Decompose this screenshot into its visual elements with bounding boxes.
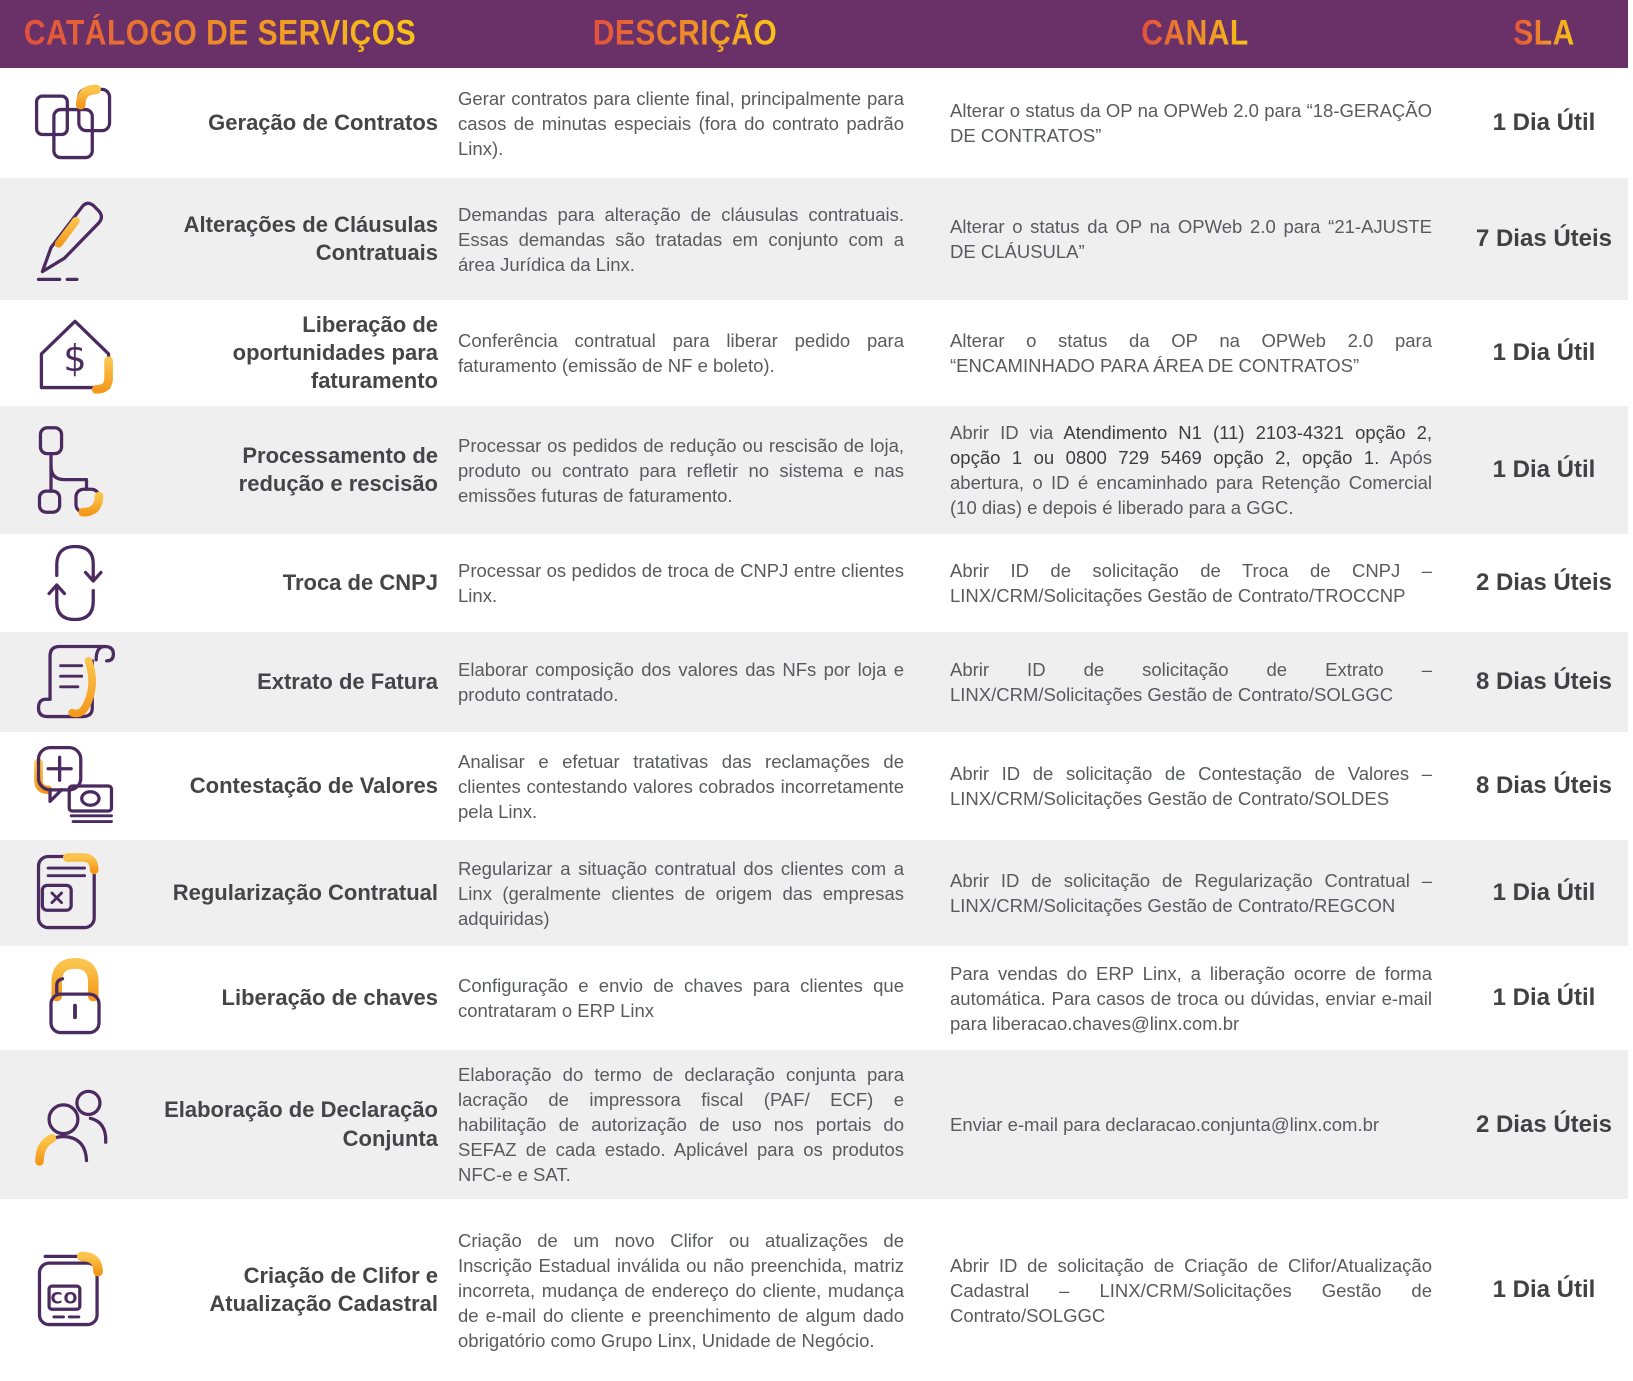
service-name: Extrato de Fatura [257, 668, 438, 694]
service-sla: 1 Dia Útil [1492, 109, 1596, 136]
service-sla: 1 Dia Útil [1492, 984, 1596, 1011]
canal-text-emphasis: Atendimento N1 (11) 2103-4321 opção 2, opção 1 ou 0800 729 5469 opção 2, opção 1. [950, 422, 1432, 468]
table-row [0, 632, 1628, 732]
house-dollar-icon [27, 305, 123, 401]
service-canal [930, 86, 1460, 160]
service-sla: 1 Dia Útil [1492, 879, 1596, 906]
table-row [0, 840, 1628, 946]
service-canal [930, 316, 1460, 390]
table-row [0, 406, 1628, 534]
service-icon-cell [0, 1242, 150, 1338]
canal-text: Abrir ID de solicitação de Extrato – LINX/CRM/Solicitações Gestão de Contrato/SOLGGC [950, 659, 1432, 705]
service-description: Processar os pedidos de redução ou rescisão de loja, produto ou contrato para refletir no sistema e nas emissões futuras de faturamento. [458, 434, 904, 506]
service-icon-cell [0, 634, 150, 730]
service-icon-cell [0, 305, 150, 401]
canal-text: Abrir ID de solicitação de Troca de CNPJ – LINX/CRM/Solicitações Gestão de Contrato/TROCCNP [950, 560, 1432, 606]
column-header-label: CATÁLOGO DE SERVIÇOS [23, 13, 417, 53]
registration-form-icon [27, 1242, 123, 1338]
service-icon-cell [0, 950, 150, 1046]
canal-text: Enviar e-mail para declaracao.conjunta@linx.com.br [950, 1114, 1380, 1135]
service-canal [930, 1100, 1460, 1149]
table-row [0, 946, 1628, 1050]
canal-text: Alterar o status da OP na OPWeb 2.0 para “18-GERAÇÃO DE CONTRATOS” [950, 100, 1432, 146]
service-sla: 7 Dias Úteis [1475, 225, 1613, 252]
table-row [0, 534, 1628, 632]
chat-plus-money-icon [27, 738, 123, 834]
service-sla: 1 Dia Útil [1492, 339, 1596, 366]
invoice-scroll-icon [27, 634, 123, 730]
canal-text: Após abertura, o ID é encaminhado para Retenção Comercial (10 dias) e depois é liberado para a GGC. [950, 447, 1432, 518]
service-description: Criação de um novo Clifor ou atualizações de Inscrição Estadual inválida ou não preenchida, matriz incorreta, mudança de endereço do cliente, mudança de e-mail do cliente e preenchimento de algum dado obrigatório como Grupo Linx, Unidade de Negócio. [458, 1229, 904, 1351]
documents-x-icon [27, 845, 123, 941]
service-canal [930, 645, 1460, 719]
table-row [0, 178, 1628, 300]
column-header-catalogo-de-servicos [0, 13, 440, 53]
table-header [0, 0, 1628, 68]
service-sla: 2 Dias Úteis [1475, 569, 1613, 596]
flowchart-icon [27, 422, 123, 518]
service-description: Demandas para alteração de cláusulas contratuais. Essas demandas são tratadas em conjunto com a área Jurídica da Linx. [458, 203, 904, 275]
column-header-descricao [440, 13, 930, 53]
column-header-sla [1460, 13, 1628, 53]
service-description: Processar os pedidos de troca de CNPJ entre clientes Linx. [458, 560, 904, 606]
table-row [0, 68, 1628, 178]
canal-text: Abrir ID de solicitação de Criação de Clifor/Atualização Cadastral – LINX/CRM/Solicitações Gestão de Contrato/SOLGGC [950, 1254, 1432, 1326]
service-description: Elaborar composição dos valores das NFs por loja e produto contratado. [458, 659, 904, 705]
table-row [0, 1199, 1628, 1381]
service-name: Liberação de chaves [221, 984, 438, 1010]
service-description: Analisar e efetuar tratativas das reclamações de clientes contestando valores cobrados incorretamente pela Linx. [458, 750, 904, 822]
table-row [0, 300, 1628, 406]
service-name: Liberação de oportunidades para faturamento [232, 311, 438, 394]
canal-text: Abrir ID de solicitação de Regularização Contratual – LINX/CRM/Solicitações Gestão de Contrato/REGCON [950, 870, 1432, 916]
service-sla: 1 Dia Útil [1492, 1276, 1596, 1303]
service-canal [930, 546, 1460, 620]
service-canal [930, 1241, 1460, 1340]
service-description: Configuração e envio de chaves para clientes que contrataram o ERP Linx [458, 975, 904, 1021]
service-description: Elaboração do termo de declaração conjunta para lacração de impressora fiscal (PAF/ ECF) e habilitação de autorização de uso nos portais do SEFAZ de cada estado. Aplicável para os produtos NFC-e e SAT. [458, 1064, 904, 1185]
canal-text: Alterar o status da OP na OPWeb 2.0 para “21-AJUSTE DE CLÁUSULA” [950, 216, 1432, 262]
service-name: Processamento de redução e rescisão [238, 442, 438, 496]
column-header-label: CANAL [1141, 13, 1249, 53]
service-name: Troca de CNPJ [282, 569, 438, 595]
contracts-icon [27, 75, 123, 171]
service-name: Alterações de Cláusulas Contratuais [183, 211, 438, 265]
service-icon-cell [0, 1077, 150, 1173]
service-sla: 1 Dia Útil [1492, 456, 1596, 483]
service-name: Criação de Clifor e Atualização Cadastral [209, 1262, 438, 1316]
service-name: Contestação de Valores [189, 772, 438, 798]
service-description: Gerar contratos para cliente final, principalmente para casos de minutas especiais (fora do contrato padrão Linx). [458, 87, 904, 159]
service-sla: 2 Dias Úteis [1475, 1110, 1613, 1138]
service-icon-cell [0, 191, 150, 287]
service-description: Conferência contratual para liberar pedido para faturamento (emissão de NF e boleto). [458, 330, 904, 376]
service-icon-cell [0, 845, 150, 941]
service-canal [930, 856, 1460, 930]
service-canal [930, 202, 1460, 276]
column-header-label: DESCRIÇÃO [592, 13, 778, 53]
cycle-arrows-icon [27, 535, 123, 631]
canal-text: Para vendas do ERP Linx, a liberação ocorre de forma automática. Para casos de troca ou dúvidas, enviar e-mail para liberacao.chaves@linx.com.br [950, 962, 1432, 1034]
service-icon-cell [0, 422, 150, 518]
table-body [0, 68, 1633, 1381]
service-canal [930, 408, 1460, 532]
service-icon-cell [0, 75, 150, 171]
service-canal [930, 949, 1460, 1048]
service-name: Elaboração de Declaração Conjunta [164, 1097, 438, 1151]
canal-text: Alterar o status da OP na OPWeb 2.0 para “ENCAMINHADO PARA ÁREA DE CONTRATOS” [950, 330, 1432, 376]
padlock-icon [27, 950, 123, 1046]
column-header-canal [930, 13, 1460, 53]
service-name: Regularização Contratual [172, 879, 438, 905]
canal-text: Abrir ID de solicitação de Contestação de Valores – LINX/CRM/Solicitações Gestão de Contrato/SOLDES [950, 763, 1432, 809]
service-canal [930, 749, 1460, 823]
service-name: Geração de Contratos [208, 109, 438, 135]
table-row [0, 732, 1628, 840]
service-icon-cell [0, 535, 150, 631]
service-icon-cell [0, 738, 150, 834]
service-description: Regularizar a situação contratual dos clientes com a Linx (geralmente clientes de origem das empresas adquiridas) [458, 857, 904, 929]
service-sla: 8 Dias Úteis [1475, 668, 1613, 695]
column-header-label: SLA [1513, 13, 1575, 53]
table-row [0, 1050, 1628, 1199]
service-sla: 8 Dias Úteis [1475, 772, 1613, 799]
canal-text: Abrir ID via [950, 422, 1064, 443]
people-icon [27, 1077, 123, 1173]
pencil-icon [27, 191, 123, 287]
